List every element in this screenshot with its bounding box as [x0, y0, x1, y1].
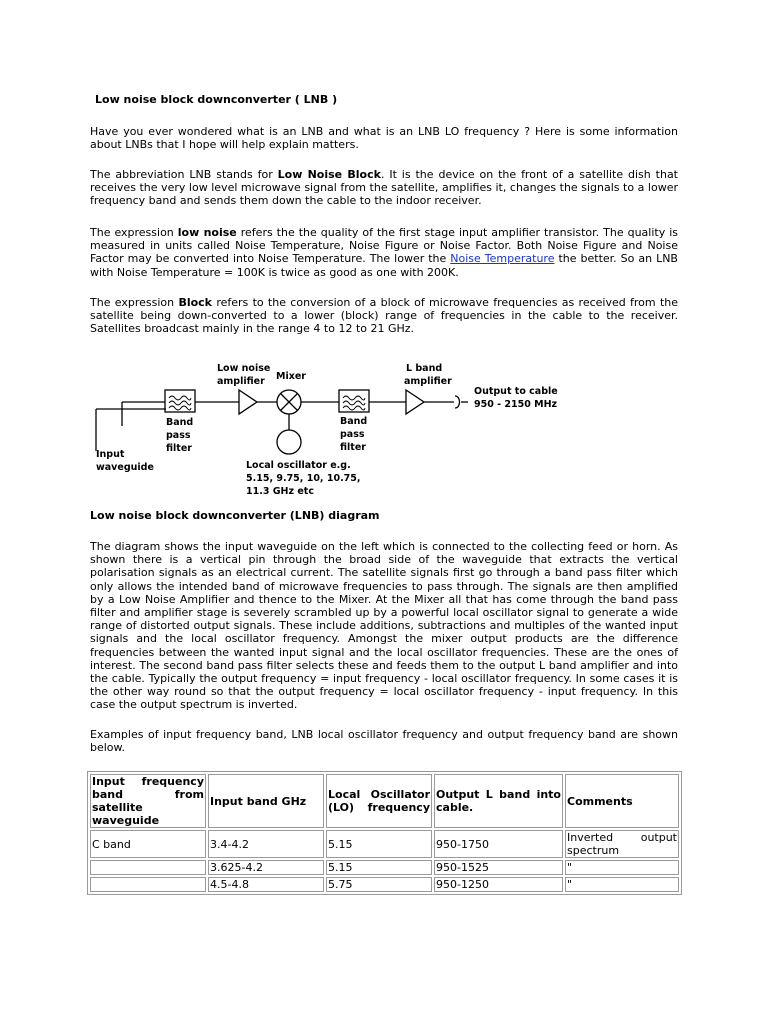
output-connector [455, 396, 460, 408]
table-row [90, 877, 679, 892]
lnb-block-diagram [88, 356, 568, 502]
diagram-caption: Low noise block downconverter (LNB) diagram [90, 509, 380, 522]
examples-paragraph: Examples of input frequency band, LNB local oscillator frequency and output frequency band are shown below. [90, 728, 678, 755]
output-label-line-1: Output to cable [474, 386, 558, 397]
low-noise-amplifier-symbol [239, 390, 257, 414]
mixer-label: Mixer [276, 371, 306, 382]
noise-temperature-link[interactable]: Noise Temperature [450, 252, 555, 266]
lna-label-line-1: Low noise [217, 363, 271, 374]
table-cell: 950-1750 [434, 830, 563, 858]
lo-label-line-2: 5.15, 9.75, 10, 10.75, [246, 473, 361, 484]
filter-1-wave-icon [169, 396, 191, 410]
header-local-oscillator: Local Oscillator (LO) frequency [326, 774, 432, 828]
table-cell [90, 877, 206, 892]
explanation-paragraph: The diagram shows the input waveguide on the left which is connected to the collecting feed or horn. As shown there is a vertical pin through the broad side of the waveguide that extracts the vertical polarisation signals as an electrical current. The satellite signals first go through a band pass filter which only allows the intended band of microwave frequencies to pass through. The signals are then amplified by a Low Noise Amplifier and thence to the Mixer. At the Mixer all that has come through the band pass filter and amplifier stage is severely scrambled up by a powerful local oscillator signal to generate a wide range of distorted output signals. These include additions, subtractions and multiples of the wanted input signals and the local oscillator frequency. Amongst the mixer output products are the difference frequencies between the wanted input signal and the local oscillator frequencies. These are the ones of interest. The second band pass filter selects these and feeds them to the output L band amplifier and into the cable. Typically the output frequency = input frequency - local oscillator frequency. In some cases it is the other way round so that the output frequency = local oscillator frequency - input frequency. In this case the output spectrum is inverted. [90, 540, 678, 712]
lband-label-line-1: L band [406, 363, 443, 374]
bpf2-label-line-2: pass [340, 429, 365, 440]
table-cell: 3.625-4.2 [208, 860, 324, 875]
table-row [90, 860, 679, 875]
lband-label-line-2: amplifier [404, 376, 452, 387]
table-cell: 950-1525 [434, 860, 563, 875]
header-input-frequency-band: Input frequency band from satellite waveguide [92, 775, 204, 827]
block-paragraph [90, 296, 678, 336]
lownoise-text-post: refers the the quality of the first stage input amplifier transistor. The quality is measured in units called Noise Temperature, Noise Figure or Noise Factor. Both Noise Figure and Noise Factor may be converted into Noise Temperature. The lower the [90, 226, 678, 266]
abbrev-text-post: . It is the device on the front of a satellite dish that receives the very low level microwave signal from the satellite, amplifies it, changes the signals to a lower frequency band and sends them down the cable to the indoor receiver. [90, 168, 678, 208]
input-label-line-1: Input [96, 449, 125, 460]
table-cell: Inverted output spectrum [567, 831, 677, 857]
abbrev-term: Low Noise Block [277, 168, 381, 181]
l-band-amplifier-symbol [406, 390, 424, 414]
lownoise-text-pre: The expression [90, 226, 178, 239]
page-title: Low noise block downconverter ( LNB ) [95, 93, 338, 106]
low-noise-paragraph [90, 226, 678, 279]
bpf1-label-line-1: Band [166, 417, 194, 428]
bpf1-label-line-2: pass [166, 430, 191, 441]
header-comments: Comments [565, 774, 679, 828]
table-header-row [90, 774, 679, 828]
mixer-cross [281, 394, 298, 411]
table-cell: 5.15 [326, 830, 432, 858]
table-cell: 5.75 [326, 877, 432, 892]
lownoise-term: low noise [177, 226, 237, 239]
block-text-pre: The expression [90, 296, 179, 309]
bpf2-label-line-1: Band [340, 416, 368, 427]
local-oscillator-symbol [277, 430, 301, 454]
bpf2-label-line-3: filter [340, 442, 366, 453]
lo-label-line-3: 11.3 GHz etc [246, 486, 314, 497]
table-cell: 950-1250 [434, 877, 563, 892]
lownoise-text-end: the better. So an LNB with Noise Temperature = 100K is twice as good as one with 200K. [90, 252, 678, 279]
output-label-line-2: 950 - 2150 MHz [474, 399, 558, 410]
input-label-line-2: waveguide [96, 462, 154, 473]
block-text-post: refers to the conversion of a block of microwave frequencies as received from the satellite being down-converted to a lower (block) range of frequencies in the cable to the receiver. Satellites broadcast mainly in the range 4 to 12 to 21 GHz. [90, 296, 678, 336]
table-cell: 5.15 [326, 860, 432, 875]
header-input-band-ghz: Input band GHz [208, 774, 324, 828]
abbreviation-paragraph [90, 168, 678, 208]
table-cell: " [565, 860, 679, 875]
block-term: Block [178, 296, 212, 309]
table-cell: 4.5-4.8 [208, 877, 324, 892]
abbrev-text-pre: The abbreviation LNB stands for [90, 168, 278, 181]
lo-label-line-1: Local oscillator e.g. [246, 460, 351, 471]
table-cell: 3.4-4.2 [208, 830, 324, 858]
intro-paragraph: Have you ever wondered what is an LNB and what is an LNB LO frequency ? Here is some information about LNBs that I hope will help explain matters. [90, 125, 678, 152]
header-output-l-band: Output L band into cable. [434, 774, 563, 828]
filter-2-wave-icon [343, 396, 365, 410]
table-row [90, 830, 679, 858]
frequency-table [87, 771, 682, 895]
table-cell: C band [90, 830, 206, 858]
table-cell [90, 860, 206, 875]
bpf1-label-line-3: filter [166, 443, 192, 454]
table-cell: " [565, 877, 679, 892]
lna-label-line-2: amplifier [217, 376, 265, 387]
